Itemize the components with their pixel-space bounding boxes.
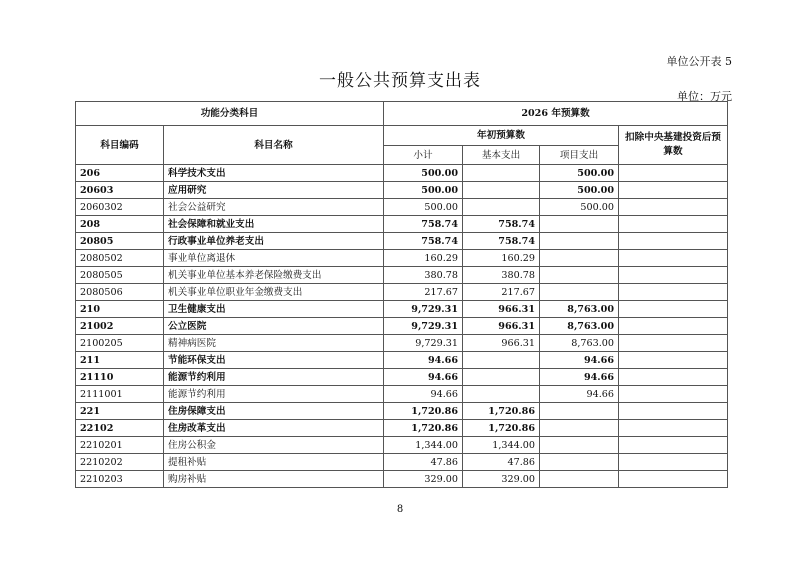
- cell-name: 能源节约利用: [164, 386, 384, 403]
- cell-deduct: [619, 403, 728, 420]
- cell-deduct: [619, 199, 728, 216]
- cell-project: [540, 403, 619, 420]
- cell-code: 2060302: [76, 199, 164, 216]
- cell-subtotal: 758.74: [384, 216, 463, 233]
- cell-deduct: [619, 369, 728, 386]
- cell-basic: 1,344.00: [463, 437, 540, 454]
- cell-name: 机关事业单位职业年金缴费支出: [164, 284, 384, 301]
- table-row: [76, 437, 728, 454]
- table-row: [76, 199, 728, 216]
- cell-subtotal: 500.00: [384, 199, 463, 216]
- cell-name: 事业单位离退休: [164, 250, 384, 267]
- cell-deduct: [619, 420, 728, 437]
- cell-subtotal: 1,720.86: [384, 403, 463, 420]
- cell-name: 公立医院: [164, 318, 384, 335]
- table-row: [76, 284, 728, 301]
- cell-subtotal: 94.66: [384, 386, 463, 403]
- column-header-name: 科目名称: [164, 126, 384, 165]
- cell-deduct: [619, 471, 728, 488]
- cell-deduct: [619, 250, 728, 267]
- cell-deduct: [619, 454, 728, 471]
- cell-deduct: [619, 301, 728, 318]
- cell-name: 应用研究: [164, 182, 384, 199]
- cell-code: 21002: [76, 318, 164, 335]
- cell-deduct: [619, 318, 728, 335]
- cell-project: 8,763.00: [540, 335, 619, 352]
- cell-name: 提租补贴: [164, 454, 384, 471]
- cell-basic: 966.31: [463, 301, 540, 318]
- cell-project: 94.66: [540, 386, 619, 403]
- cell-subtotal: 94.66: [384, 369, 463, 386]
- cell-name: 社会公益研究: [164, 199, 384, 216]
- cell-project: [540, 437, 619, 454]
- cell-code: 2080506: [76, 284, 164, 301]
- cell-project: [540, 267, 619, 284]
- table-row: [76, 216, 728, 233]
- cell-basic: [463, 369, 540, 386]
- cell-project: [540, 454, 619, 471]
- page-label: 单位公开表 5: [666, 55, 732, 68]
- cell-basic: 329.00: [463, 471, 540, 488]
- table-row: [76, 471, 728, 488]
- cell-deduct: [619, 233, 728, 250]
- table-row: [76, 420, 728, 437]
- cell-project: 8,763.00: [540, 318, 619, 335]
- cell-subtotal: 9,729.31: [384, 335, 463, 352]
- cell-project: 94.66: [540, 352, 619, 369]
- cell-code: 208: [76, 216, 164, 233]
- cell-code: 2210202: [76, 454, 164, 471]
- cell-code: 206: [76, 165, 164, 182]
- table-row: [76, 233, 728, 250]
- cell-subtotal: 217.67: [384, 284, 463, 301]
- cell-basic: 1,720.86: [463, 403, 540, 420]
- cell-subtotal: 160.29: [384, 250, 463, 267]
- cell-basic: 758.74: [463, 216, 540, 233]
- cell-code: 210: [76, 301, 164, 318]
- cell-basic: 47.86: [463, 454, 540, 471]
- cell-project: 94.66: [540, 369, 619, 386]
- cell-deduct: [619, 335, 728, 352]
- cell-deduct: [619, 386, 728, 403]
- table-row: [76, 182, 728, 199]
- cell-subtotal: 9,729.31: [384, 301, 463, 318]
- cell-code: 20603: [76, 182, 164, 199]
- page-number: 8: [396, 504, 404, 515]
- cell-code: 2100205: [76, 335, 164, 352]
- cell-name: 节能环保支出: [164, 352, 384, 369]
- cell-subtotal: 500.00: [384, 182, 463, 199]
- cell-basic: 217.67: [463, 284, 540, 301]
- cell-project: [540, 250, 619, 267]
- table-row: [76, 250, 728, 267]
- cell-code: 2111001: [76, 386, 164, 403]
- cell-basic: [463, 386, 540, 403]
- cell-basic: 380.78: [463, 267, 540, 284]
- cell-basic: [463, 352, 540, 369]
- cell-name: 卫生健康支出: [164, 301, 384, 318]
- table-body: [76, 165, 728, 488]
- cell-code: 2080502: [76, 250, 164, 267]
- cell-code: 22102: [76, 420, 164, 437]
- cell-project: [540, 284, 619, 301]
- table-row: [76, 352, 728, 369]
- column-header-project: 项目支出: [540, 146, 619, 165]
- group-header-function-category: 功能分类科目: [76, 102, 384, 126]
- cell-project: 500.00: [540, 199, 619, 216]
- cell-deduct: [619, 165, 728, 182]
- table-row: [76, 267, 728, 284]
- cell-deduct: [619, 182, 728, 199]
- cell-deduct: [619, 437, 728, 454]
- cell-name: 住房改革支出: [164, 420, 384, 437]
- cell-code: 2080505: [76, 267, 164, 284]
- cell-code: 20805: [76, 233, 164, 250]
- table-row: [76, 386, 728, 403]
- cell-name: 精神病医院: [164, 335, 384, 352]
- cell-name: 购房补贴: [164, 471, 384, 488]
- document-title: 一般公共预算支出表: [319, 71, 481, 91]
- cell-project: 500.00: [540, 165, 619, 182]
- table-row: [76, 165, 728, 182]
- cell-name: 行政事业单位养老支出: [164, 233, 384, 250]
- cell-deduct: [619, 352, 728, 369]
- cell-basic: 966.31: [463, 318, 540, 335]
- cell-basic: 758.74: [463, 233, 540, 250]
- cell-project: 8,763.00: [540, 301, 619, 318]
- column-header-initial-budget: 年初预算数: [384, 126, 619, 146]
- budget-table: [75, 101, 728, 488]
- cell-code: 2210203: [76, 471, 164, 488]
- cell-subtotal: 380.78: [384, 267, 463, 284]
- column-header-deduct: 扣除中央基建投资后预算数: [619, 126, 728, 165]
- cell-project: [540, 216, 619, 233]
- cell-name: 机关事业单位基本养老保险缴费支出: [164, 267, 384, 284]
- cell-name: 住房保障支出: [164, 403, 384, 420]
- cell-name: 住房公积金: [164, 437, 384, 454]
- table-row: [76, 335, 728, 352]
- cell-name: 能源节约利用: [164, 369, 384, 386]
- cell-code: 2210201: [76, 437, 164, 454]
- cell-name: 社会保障和就业支出: [164, 216, 384, 233]
- cell-subtotal: 1,344.00: [384, 437, 463, 454]
- cell-basic: [463, 199, 540, 216]
- cell-subtotal: 47.86: [384, 454, 463, 471]
- cell-basic: 966.31: [463, 335, 540, 352]
- cell-basic: [463, 165, 540, 182]
- cell-subtotal: 500.00: [384, 165, 463, 182]
- cell-subtotal: 329.00: [384, 471, 463, 488]
- cell-code: 221: [76, 403, 164, 420]
- table-row: [76, 403, 728, 420]
- cell-deduct: [619, 216, 728, 233]
- cell-project: [540, 233, 619, 250]
- column-header-subtotal: 小计: [384, 146, 463, 165]
- cell-project: [540, 420, 619, 437]
- column-header-code: 科目编码: [76, 126, 164, 165]
- cell-subtotal: 758.74: [384, 233, 463, 250]
- cell-project: 500.00: [540, 182, 619, 199]
- table-row: [76, 454, 728, 471]
- cell-code: 21110: [76, 369, 164, 386]
- table-row: [76, 369, 728, 386]
- cell-deduct: [619, 284, 728, 301]
- cell-subtotal: 1,720.86: [384, 420, 463, 437]
- cell-subtotal: 9,729.31: [384, 318, 463, 335]
- cell-deduct: [619, 267, 728, 284]
- cell-basic: 160.29: [463, 250, 540, 267]
- table-row: [76, 318, 728, 335]
- column-header-basic: 基本支出: [463, 146, 540, 165]
- cell-subtotal: 94.66: [384, 352, 463, 369]
- unit-label: 单位：万元: [677, 90, 732, 103]
- cell-name: 科学技术支出: [164, 165, 384, 182]
- cell-basic: [463, 182, 540, 199]
- cell-code: 211: [76, 352, 164, 369]
- table-row: [76, 301, 728, 318]
- cell-project: [540, 471, 619, 488]
- group-header-budget-year: 2026 年预算数: [384, 102, 728, 126]
- cell-basic: 1,720.86: [463, 420, 540, 437]
